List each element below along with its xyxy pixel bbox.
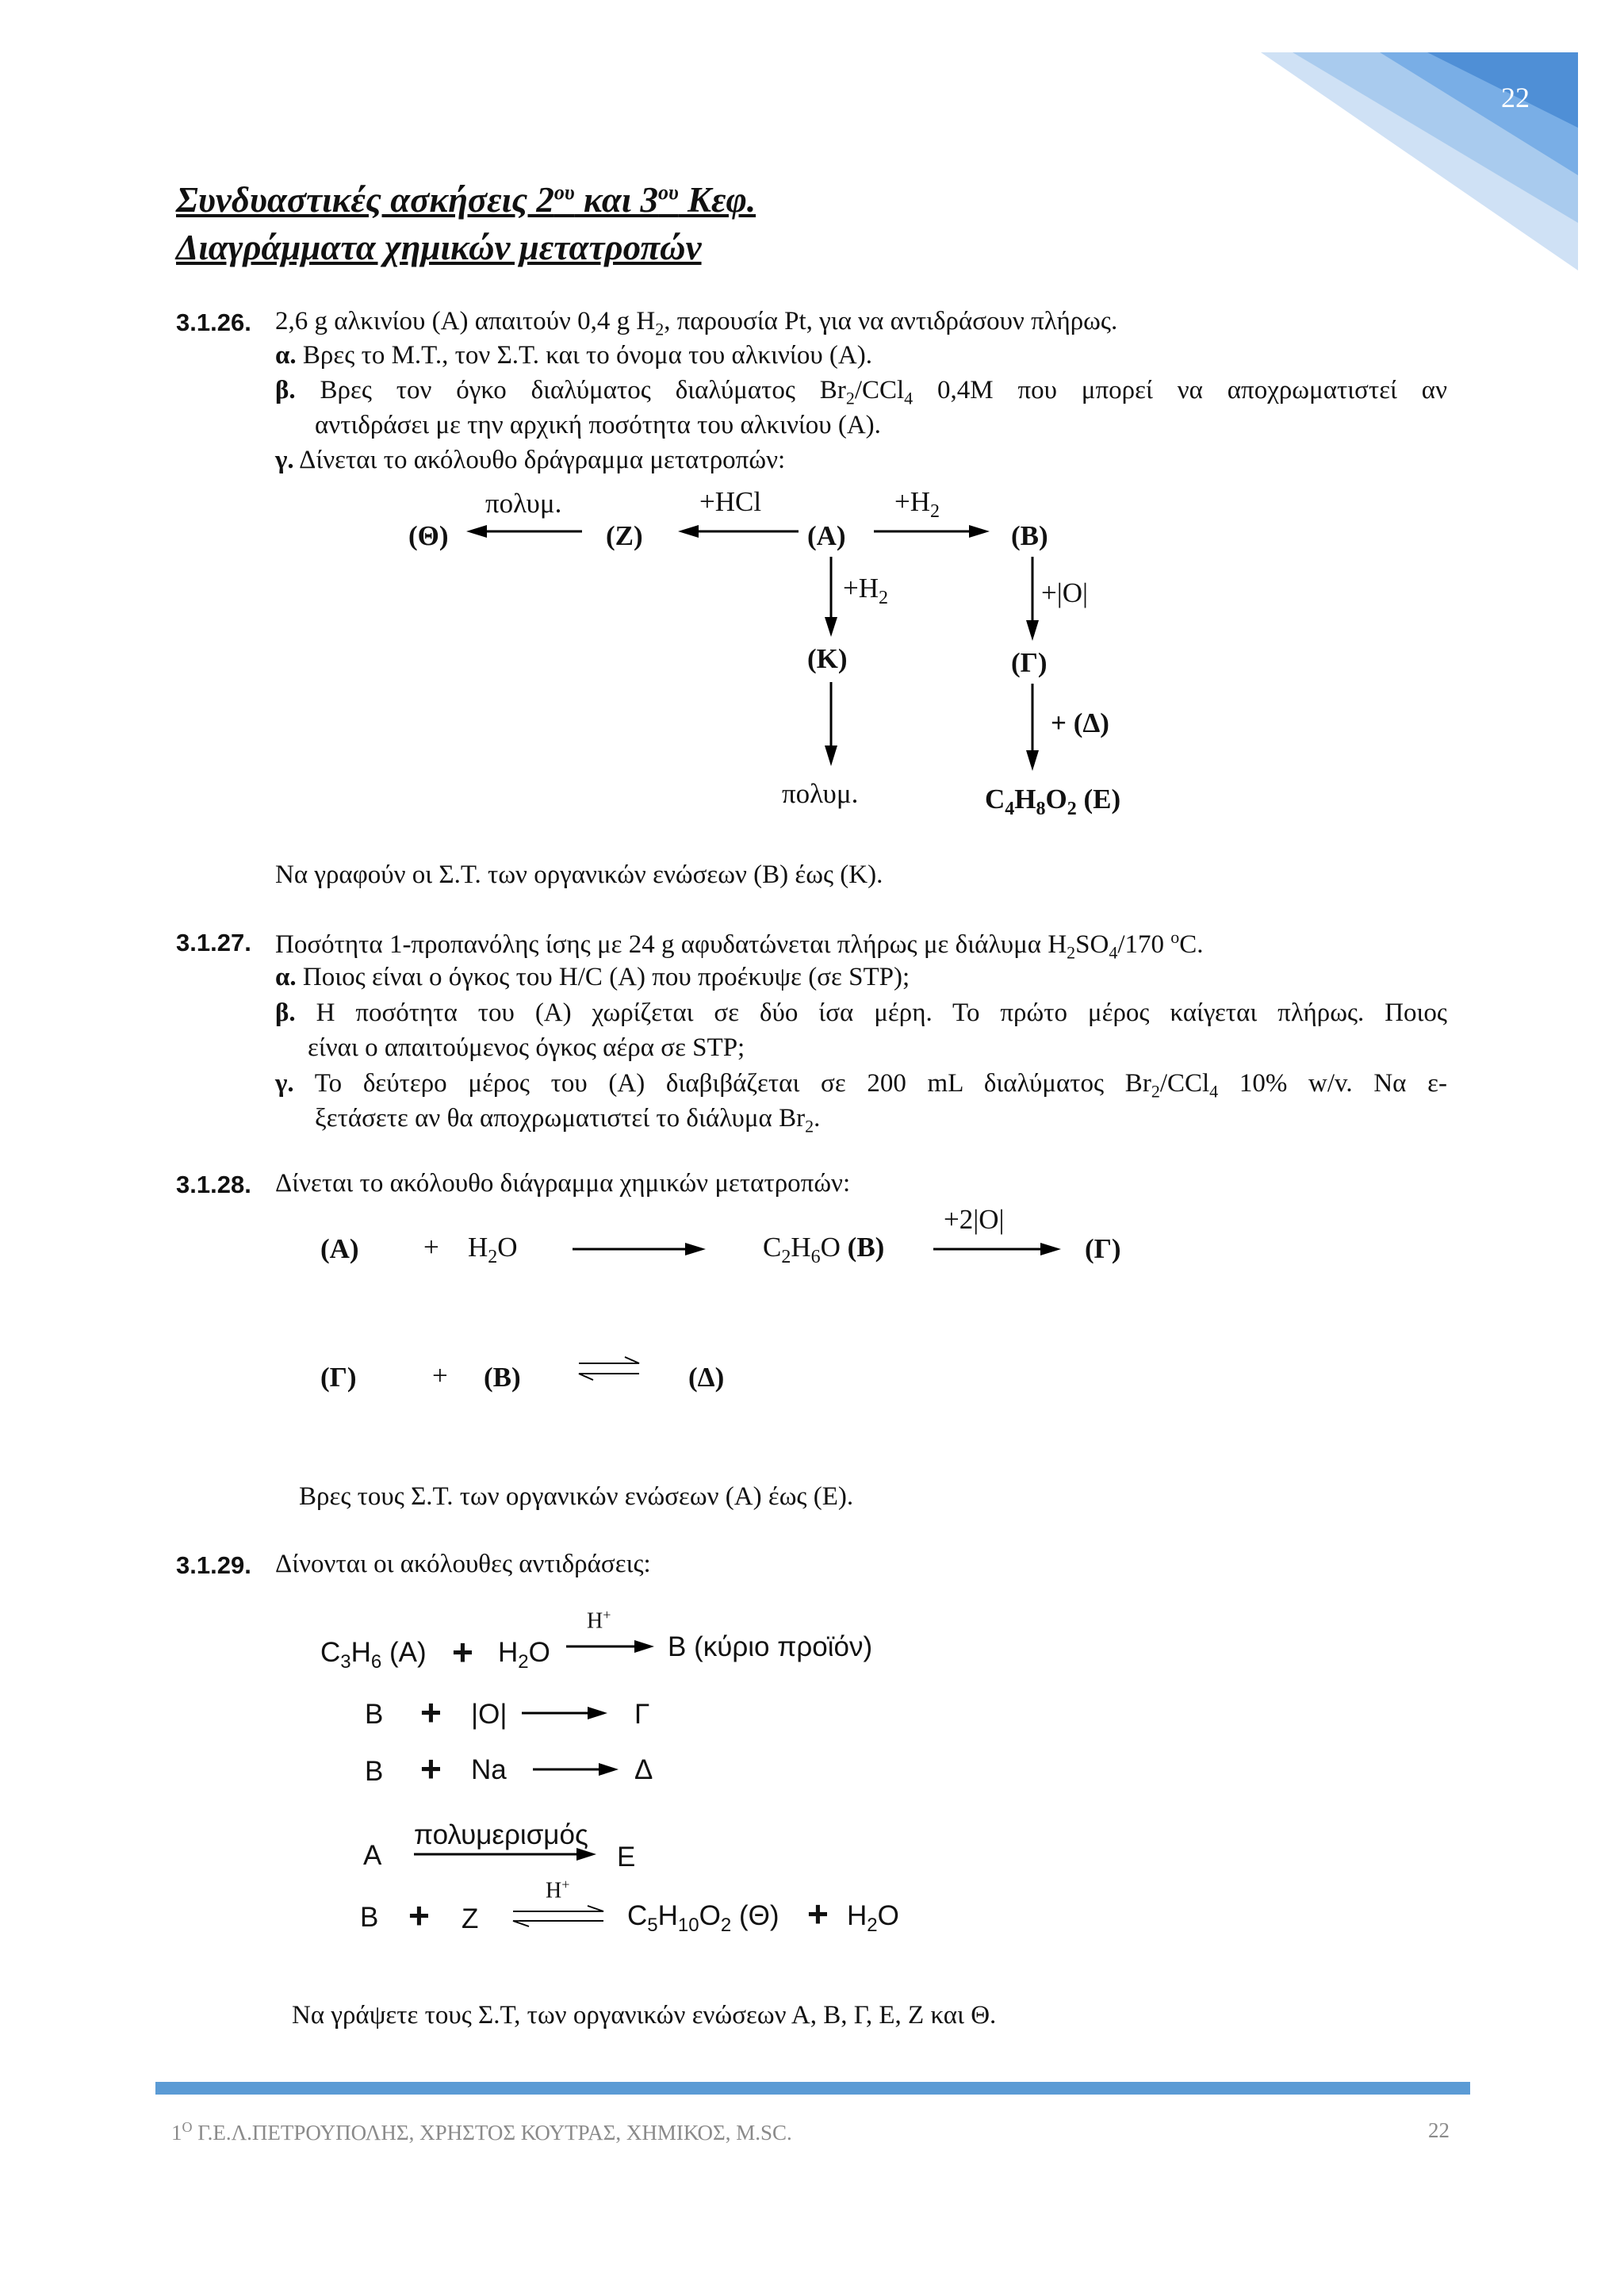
plus-sign: + [432, 1360, 448, 1391]
compound-z: (Z) [606, 520, 643, 551]
arrow-z-to-theta [466, 522, 585, 541]
question-b-line2: αντιδράσει με την αρχική ποσότητα του αλκινίου (Α). [315, 411, 881, 439]
plus-sign: + [420, 1692, 442, 1733]
footer-text: $1^O$ Γ.Ε.Λ.ΠΕΤΡΟΥΠΟΛΗΣ, ΧΡΗΣΤΟΣ ΚΟΥΤΡΑΣ, ΧΗΜΙΚΟΣ, M.SC. [171, 2119, 792, 2145]
question-c-line1: γ. Το δεύτερο μέρος του (Α) διαβιβάζεται σε 200 mL διαλύματος $Br_2/CCl_4$ 10% w/v. Να ε- [275, 1069, 1447, 1102]
page-subtitle: Διαγράμματα χημικών μετατροπών [176, 228, 702, 267]
exercise-instruction: Να γραφούν οι Σ.Τ. των οργανικών ενώσεων (Β) έως (Κ). [275, 861, 883, 889]
arrow-label-2o: +2|O| [944, 1204, 1005, 1235]
arrow-b-to-gamma [1023, 555, 1042, 642]
question-b-line2: είναι ο απαιτούμενος όγκος αέρα σε STP; [308, 1033, 745, 1062]
question-c-line2: ξετάσετε αν θα αποχρωματιστεί το διάλυμα $Br_2$. [315, 1104, 821, 1137]
exercise-instruction: Βρες τους Σ.Τ. των οργανικών ενώσεων (Α) έως (Ε). [299, 1482, 854, 1511]
exercise-intro: Δίνεται το ακόλουθο διάγραμμα χημικών μετατροπών: [275, 1169, 851, 1198]
reactant-b: B [360, 1902, 379, 1933]
arrow-a-to-b [872, 522, 991, 541]
exercise-intro: 2,6 g αλκινίου (Α) απαιτούν 0,4 g $H_2$, παρουσία Pt, για να αντιδράσουν πλήρως. [275, 307, 1118, 339]
product-gamma: Γ [634, 1699, 650, 1730]
question-b-line1: β. Βρες τον όγκο διαλύματος διαλύματος $Br_2/CCl_4$ 0,4M που μπορεί να αποχρωματιστεί αν [275, 376, 1447, 408]
exercise-intro: Ποσότητα 1-προπανόλης ίσης με 24 g αφυδατώνεται πλήρως με διάλυμα $H_2SO_4/170$ $^o$C. [275, 927, 1204, 963]
main-product-b: B (κύριο προϊόν) [668, 1631, 873, 1662]
diagram-label-o: +|O| [1041, 577, 1089, 608]
exercise-number: 3.1.29. [176, 1551, 251, 1579]
diagram-label-h2-right: $+H_2$ [894, 486, 940, 522]
question-c: γ. Δίνεται το ακόλουθο δράγραμμα μετατροπών: [275, 446, 786, 474]
arrow-sodium [531, 1760, 620, 1779]
equilibrium-arrows [577, 1355, 642, 1382]
exercise-number: 3.1.26. [176, 309, 251, 336]
page-title: Συνδυαστικές ασκήσεις $2^{o\upsilon}$ και $3^{o\upsilon}$ Κεφ. [176, 180, 756, 220]
compound-k: (K) [807, 643, 848, 674]
exercise-intro: Δίνονται οι ακόλουθες αντιδράσεις: [275, 1550, 651, 1578]
arrow-hydration [565, 1637, 656, 1656]
diagram-label-polym-top: πολυμ. [485, 488, 562, 519]
diagram-label-delta: + (Δ) [1051, 707, 1109, 738]
equilibrium-arrows [510, 1903, 607, 1929]
compound-gamma: (Γ) [1085, 1233, 1121, 1264]
catalyst-h-plus: H+ [546, 1876, 570, 1903]
compound-gamma: (Γ) [1011, 647, 1048, 678]
question-b-line1: β. Η ποσότητα του (Α) χωρίζεται σε δύο ίσα μέρη. Το πρώτο μέρος καίγεται πλήρως. Ποιος [275, 999, 1448, 1027]
arrow-a-to-z [678, 522, 801, 541]
plus-sign: + [423, 1232, 439, 1263]
arrow-gamma-to-e [1023, 682, 1042, 773]
reactant-a: A [363, 1840, 382, 1871]
oxygen-reagent: |O| [471, 1699, 508, 1730]
compound-b: (B) [1011, 520, 1048, 551]
footer-page-number: 22 [1428, 2118, 1450, 2142]
question-a: α. Ποιος είναι ο όγκος του Η/C (Α) που προέκυψε (σε STP); [275, 963, 910, 991]
water-formula: $H_2O$ [847, 1900, 899, 1936]
diagram-label-polym-bottom: πολυμ. [782, 778, 859, 809]
catalyst-h-plus: H+ [587, 1607, 611, 1634]
product-delta: Δ [634, 1754, 653, 1785]
diagram-label-h2-down: $+H_2$ [843, 573, 889, 608]
arrow-reaction-1 [571, 1240, 707, 1259]
compound-theta: (Θ) [408, 520, 449, 551]
corner-ribbon [1261, 52, 1578, 274]
diagram-label-hcl: +HCl [699, 486, 762, 517]
arrow-a-to-k [822, 555, 841, 638]
exercise-number: 3.1.27. [176, 929, 251, 956]
reactant-b: B [365, 1756, 384, 1787]
polymerization-label: πολυμερισμός [414, 1819, 588, 1850]
arrow-oxidation [520, 1704, 609, 1723]
compound-delta: (Δ) [688, 1362, 725, 1393]
ester-formula: $C_5H_{10}O_2$ (Θ) [627, 1900, 779, 1936]
compound-gamma: (Γ) [320, 1362, 357, 1393]
exercise-instruction: Να γράψετε τους Σ.Τ, των οργανικών ενώσεων Α, Β, Γ, Ε, Ζ και Θ. [292, 2001, 997, 2030]
plus-sign: + [420, 1748, 442, 1789]
plus-sign: + [807, 1893, 829, 1934]
reactant-z: Z [462, 1903, 479, 1934]
sodium-reagent: Na [471, 1754, 507, 1785]
arrow-polymerization [412, 1845, 599, 1864]
question-a: α. Βρες το Μ.Τ., τον Σ.Τ. και το όνομα του αλκινίου (Α). [275, 341, 872, 370]
propene-formula: $C_3H_6$ (A) [320, 1637, 427, 1673]
compound-b: (B) [484, 1362, 521, 1393]
ethanol-formula: $C_2H_6O$ (B) [763, 1232, 885, 1267]
compound-e: $C_4H_8O_2$ (E) [985, 784, 1121, 819]
footer-bar [155, 2082, 1470, 2095]
arrow-k-to-polymer [822, 680, 841, 768]
compound-a: (A) [320, 1233, 359, 1264]
reactant-b: B [365, 1699, 384, 1730]
exercise-number: 3.1.28. [176, 1171, 251, 1198]
compound-a: (A) [807, 520, 846, 551]
water-formula: $H_2O$ [498, 1637, 550, 1673]
arrow-oxidation [932, 1240, 1063, 1259]
header-page-number: 22 [1501, 82, 1530, 113]
plus-sign: + [452, 1631, 473, 1673]
water-formula: $H_2O$ [468, 1232, 518, 1267]
product-e: E [617, 1842, 636, 1872]
plus-sign: + [408, 1895, 430, 1936]
